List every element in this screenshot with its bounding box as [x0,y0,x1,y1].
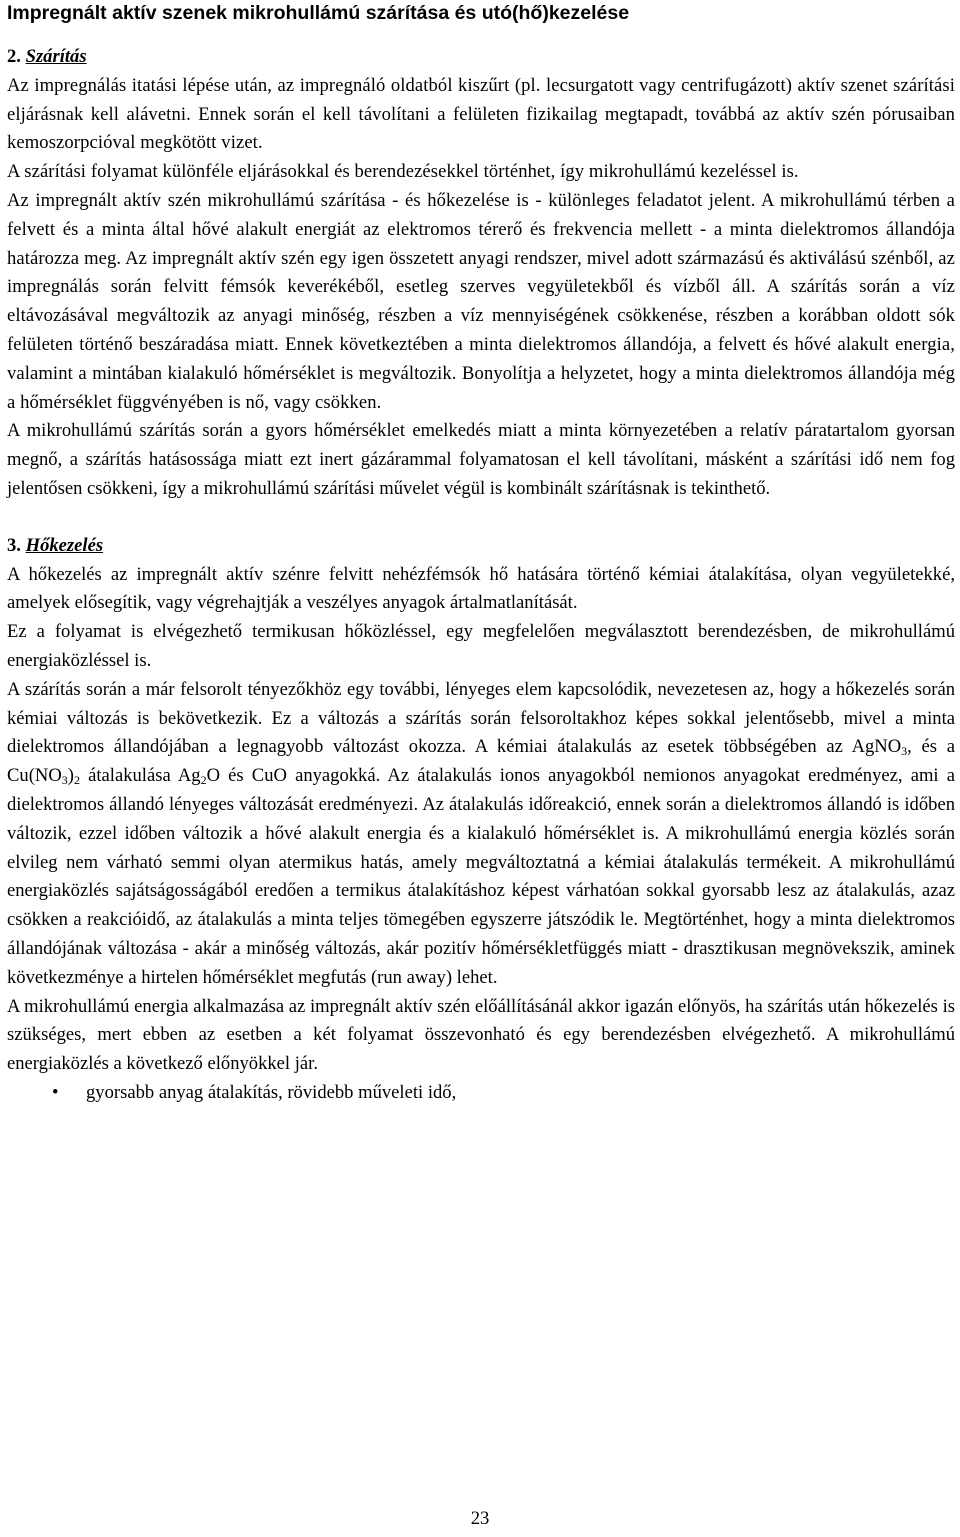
list-item-text: gyorsabb anyag átalakítás, rövidebb műveleti idő, [86,1081,457,1103]
section-2-paragraph-4: A mikrohullámú szárítás során a gyors hőmérséklet emelkedés miatt a minta környezetében a relatív páratartalom gyorsan megnő, a szárítás hatásossága miatt ezt inert gázárammal folyamatosan el kell távolítani, másként a szárítási idő nem fog jelentősen csökkeni, így a mikrohullámú szárítási művelet végül is kombinált szárításnak is tekinthető. [7,420,955,499]
section-3-paragraph-4: A mikrohullámú energia alkalmazása az impregnált aktív szén előállításánál akkor igazán előnyös, ha szárítás után hőkezelés is szükséges, mert ebben az esetben a két folyamat összevonható és egy berendezésben elvégezhető. A mikrohullámú energiaközlés a következő előnyökkel jár. [7,995,955,1075]
section-3-number: 3. [7,534,21,556]
section-2-title: Szárítás [25,46,87,67]
p3-subscript-4: 2 [200,773,207,788]
section-3-title: Hőkezelés [25,534,104,556]
p3-subscript-1: 3 [901,744,908,759]
section-2-paragraph-2: A szárítási folyamat különféle eljárásokkal és berendezésekkel történhet, így mikrohullámú kezeléssel is. [7,161,799,183]
section-2-number: 2. [7,46,21,67]
p3-text-3: ) [67,765,74,787]
section-3-paragraph-3 [7,676,955,993]
section-2-heading [7,43,955,72]
list-item [52,1079,955,1108]
p3-subscript-2: 3 [61,773,68,788]
p3-text-5: O és CuO anyagokká. Az átalakulás ionos anyagokból nemionos anyagokat eredményez, ami a dielektromos állandó lényeges változását eredményezi. Az átalakulás időreakció, ennek során a dielektromos állandó is időben változik, ezzel időben változik a hővé alakult energia és a kialakuló hőmérséklet is. A mikrohullámú energia közlés során elvileg nem várható semmi olyan atermikus hatás, amely megváltoztatná a kémiai átalakulás termékeit. A mikrohullámú energiaközlés sajátságosságából eredően a termikus átalakításhoz képest várhatóan sokkal gyorsabb lesz az átalakulás, azaz csökken a reakcióidő, az átalakulás a minta teljes tömegében egyszerre játszódik le. Megtörténhet, hogy a minta dielektromos állandójának változása - akár a minőség változás, akár pozitív hőmérsékletfüggés miatt - drasztikusan megnövekszik, aminek következménye a hirtelen hőmérséklet megfutás (run away) lehet. [7,765,955,988]
p3-subscript-3: 2 [73,773,80,788]
p3-text-4: átalakulása Ag [79,765,201,787]
document-page [7,0,955,1108]
section-2-paragraph-1: Az impregnálás itatási lépése után, az impregnáló oldatból kiszűrt (pl. lecsurgatott vagy centrifugázott) aktív szenet szárítási eljárásnak kell alávetni. Ennek során el kell távolítani a felületen fizikailag megtapadt, továbbá az aktív szén pórusaiban kemoszorpcióval megkötött vizet. [7,74,955,154]
section-3-paragraph-1: A hőkezelés az impregnált aktív szénre felvitt nehézfémsók hő hatására történő kémiai átalakítása, olyan vegyületekké, amelyek elősegítik, vagy végrehajtják a veszélyes anyagok ártalmatlanítását. [7,563,955,614]
p3-text-1: A szárítás során a már felsorolt tényezőkhöz egy további, lényeges elem kapcsolódik, nevezetesen az, hogy a hőkezelés során kémiai változás is bekövetkezik. Ez a változás a szárítás során felsoroltakhoz képes sokkal jelentősebb, mivel a minta dielektromos állandójában a legnagyobb változást okozza. A kémiai átalakulás az esetek többségében az AgNO [7,678,955,758]
bullet-icon: • [52,1081,59,1103]
section-3-heading [7,532,955,561]
advantages-list [7,1079,955,1108]
p3-text-2: , és a Cu(NO [7,736,955,787]
page-number: 23 [470,1508,490,1529]
section-2-paragraph-3: Az impregnált aktív szén mikrohullámú szárítása - és hőkezelése is - különleges feladatot jelent. A mikrohullámú térben a felvett és a minta által hővé alakult energiát az elektromos térerő és frekvencia mellett - a minta dielektromos állandója határozza meg. Az impregnált aktív szén egy igen összetett anyagi rendszer, mivel adott származású és aktiválású szénből, az impregnálás során felvitt fémsók keverékéből, esetleg szerves vegyületekből és vízből áll. A szárítás során a víz eltávozásával megváltozik az anyagi minőség, részben a víz mennyiségének csökkenése, részben a korábban oldott sók felületen történő beszáradása miatt. Ennek következtében a minta dielektromos állandója, a felvett és hővé alakult energia, valamint a mintában kialakuló hőmérséklet is megváltozik. Bonyolítja a helyzetet, hogy a minta dielektromos állandója még a hőmérséklet függvényében is nő, vagy csökken. [7,189,955,413]
section-3-paragraph-2: Ez a folyamat is elvégezhető termikusan hőközléssel, egy megfelelően megválasztott berendezésben, de mikrohullámú energiaközléssel is. [7,621,955,671]
document-title: Impregnált aktív szenek mikrohullámú szárítása és utó(hő)kezelése [7,2,630,24]
